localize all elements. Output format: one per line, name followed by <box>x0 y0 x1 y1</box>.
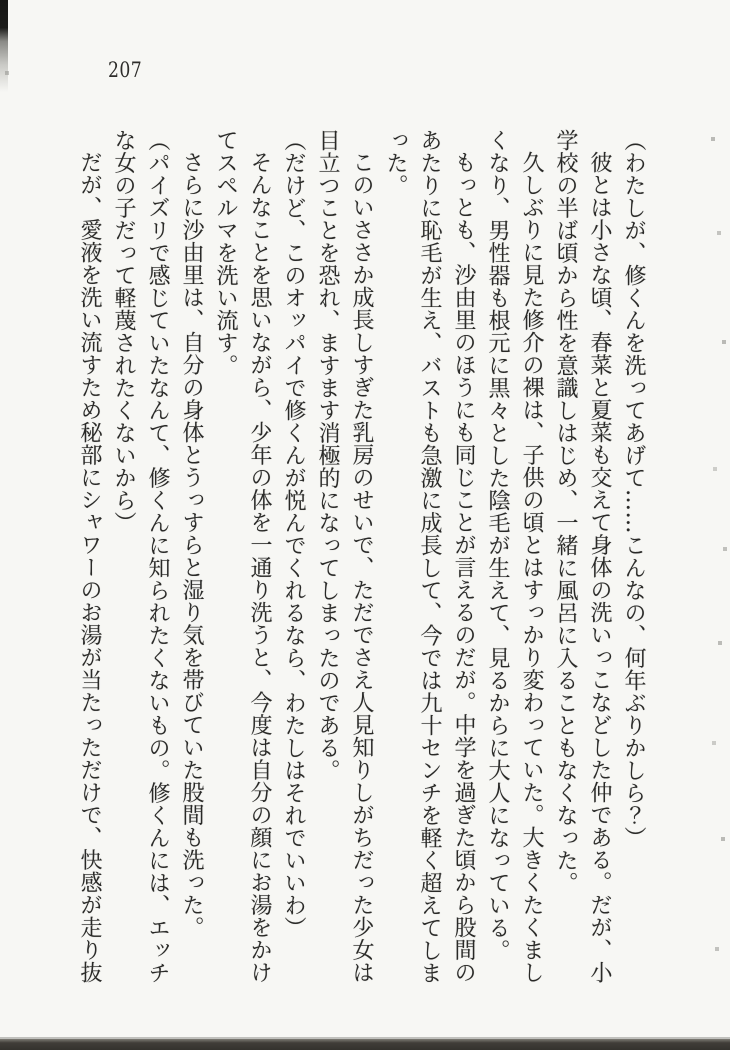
paragraph: 久しぶりに見た修介の裸は、子供の頃とはすっかり変わっていた。大きくたくましくなり、男性器も根元に黒々とした陰毛が生えて、見るからに大人になっている。 <box>485 129 544 984</box>
paragraph: そんなことを思いながら、少年の体を一通り洗うと、今度は自分の顔にお湯をかけてスペルマを洗い流す。 <box>213 129 272 984</box>
paragraph: （パイズリで感じていたなんて、修くんに知られたくないもの。修くんには、エッチな女の子だって軽蔑されたくないから） <box>111 129 170 984</box>
paragraph: もっとも、沙由里のほうにも同じことが言えるのだが。中学を過ぎた頃から股間のあたりに恥毛が生え、バストも急激に成長して、今では九十センチを軽く超えてしまった。 <box>383 129 476 984</box>
scan-corner-mark <box>0 0 8 92</box>
paragraph: （だけど、このオッパイで修くんが悦んでくれるなら、わたしはそれでいいわ） <box>281 129 306 939</box>
page-bottom-edge <box>0 1039 730 1050</box>
paragraph: さらに沙由里は、自分の身体とうっすらと湿り気を帯びていた股間も洗った。 <box>179 151 204 939</box>
paragraph: （わたしが、修くんを洗ってあげて……こんなの、何年ぶりかしら？） <box>621 129 646 849</box>
paragraph: このいささか成長しすぎた乳房のせいで、ただでさえ人見知りしがちだった少女は目立つことを恐れ、ますます消極的になってしまったのである。 <box>315 129 374 984</box>
paragraph: 彼とは小さな頃、春菜と夏菜も交えて身体の洗いっこなどした仲である。だが、小学校の半ば頃から性を意識しはじめ、一緒に風呂に入ることもなくなった。 <box>553 129 612 984</box>
paragraph: だが、愛液を洗い流すため秘部にシャワーのお湯が当たっただけで、快感が走り抜 <box>77 151 102 984</box>
page-number: 207 <box>108 58 143 82</box>
vertical-text-body <box>72 129 650 987</box>
scan-noise <box>0 0 2 2</box>
